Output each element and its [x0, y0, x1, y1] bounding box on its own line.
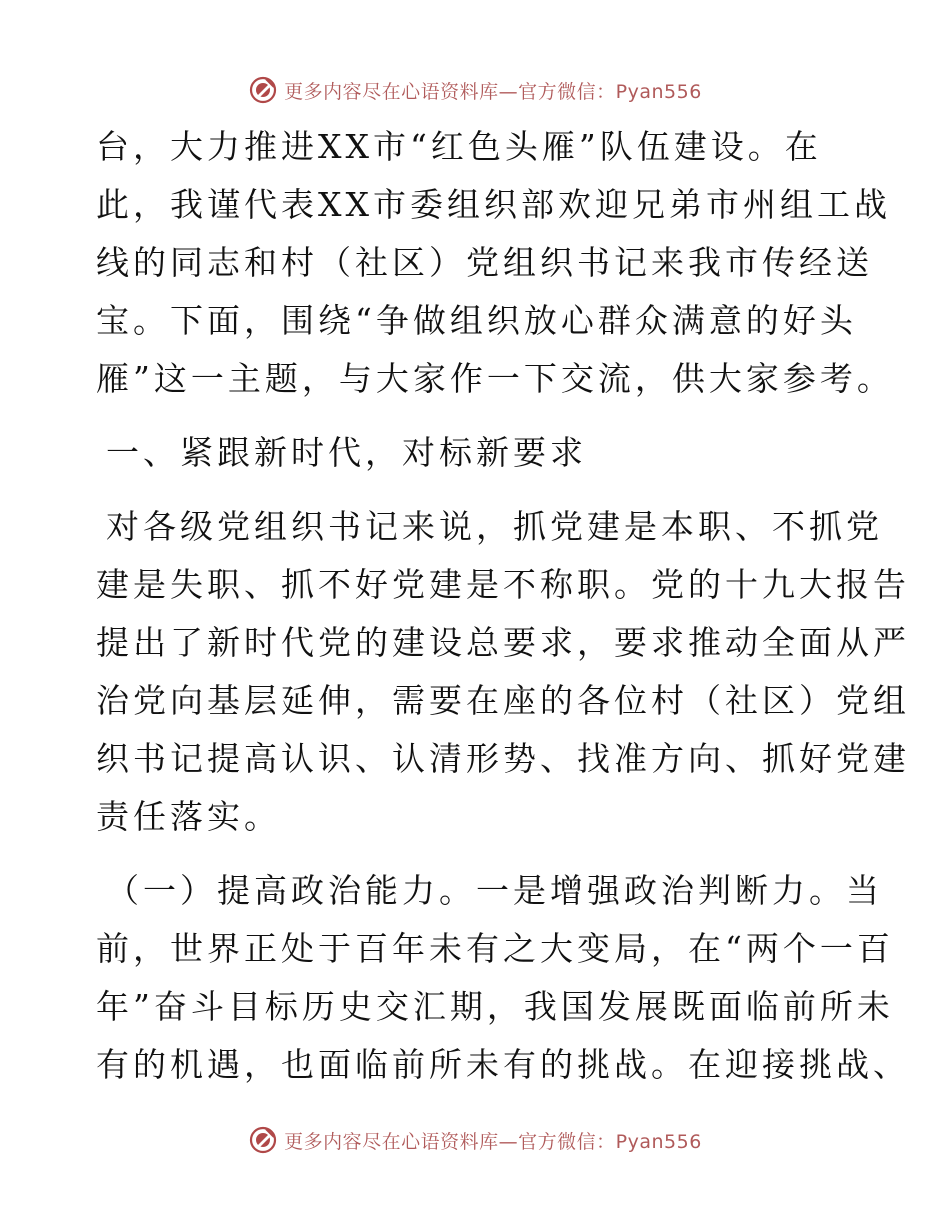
text-line: 前，世界正处于百年未有之大变局，在“两个一百	[96, 929, 894, 968]
text-line: 年”奋斗目标历史交汇期，我国发展既面临前所未	[96, 987, 894, 1026]
header-watermark-banner	[0, 70, 950, 110]
text-line: （一）提高政治能力。一是增强政治判断力。当	[106, 871, 883, 910]
document-body	[96, 118, 910, 1094]
text-line: 此，我谨代表XX市委组织部欢迎兄弟市州组工战	[96, 185, 891, 224]
text-line: 雁”这一主题，与大家作一下交流，供大家参考。	[96, 359, 894, 398]
text-line: 台，大力推进XX市“红色头雁”队伍建设。在	[96, 127, 822, 166]
text-line: 提出了新时代党的建设总要求，要求推动全面从严	[96, 623, 910, 662]
pen-nib-logo-icon	[248, 1125, 278, 1155]
text-line: 治党向基层延伸，需要在座的各位村（社区）党组	[96, 681, 910, 720]
section-heading	[96, 424, 856, 482]
watermark-text: 更多内容尽在心语资料库—官方微信：Pyan556	[284, 1130, 702, 1153]
pen-nib-logo-icon	[248, 75, 278, 105]
paragraph-intro	[96, 118, 894, 408]
text-line: 线的同志和村（社区）党组织书记来我市传经送	[96, 243, 873, 282]
text-line: 织书记提高认识、认清形势、找准方向、抓好党建	[96, 739, 910, 778]
footer-watermark-banner	[0, 1120, 950, 1160]
text-line: 宝。下面，围绕“争做组织放心群众满意的好头	[96, 301, 857, 340]
watermark-text: 更多内容尽在心语资料库—官方微信：Pyan556	[284, 80, 702, 103]
text-line: 建是失职、抓不好党建是不称职。党的十九大报告	[96, 565, 910, 604]
paragraph-political-ability	[96, 862, 910, 1094]
text-line: 对各级党组织书记来说，抓党建是本职、不抓党	[106, 507, 883, 546]
paragraph-duties	[96, 498, 910, 846]
text-line: 责任落实。	[96, 797, 281, 836]
text-line: 有的机遇，也面临前所未有的挑战。在迎接挑战、	[96, 1045, 910, 1084]
heading-line: 一、紧跟新时代，对标新要求	[106, 433, 587, 472]
